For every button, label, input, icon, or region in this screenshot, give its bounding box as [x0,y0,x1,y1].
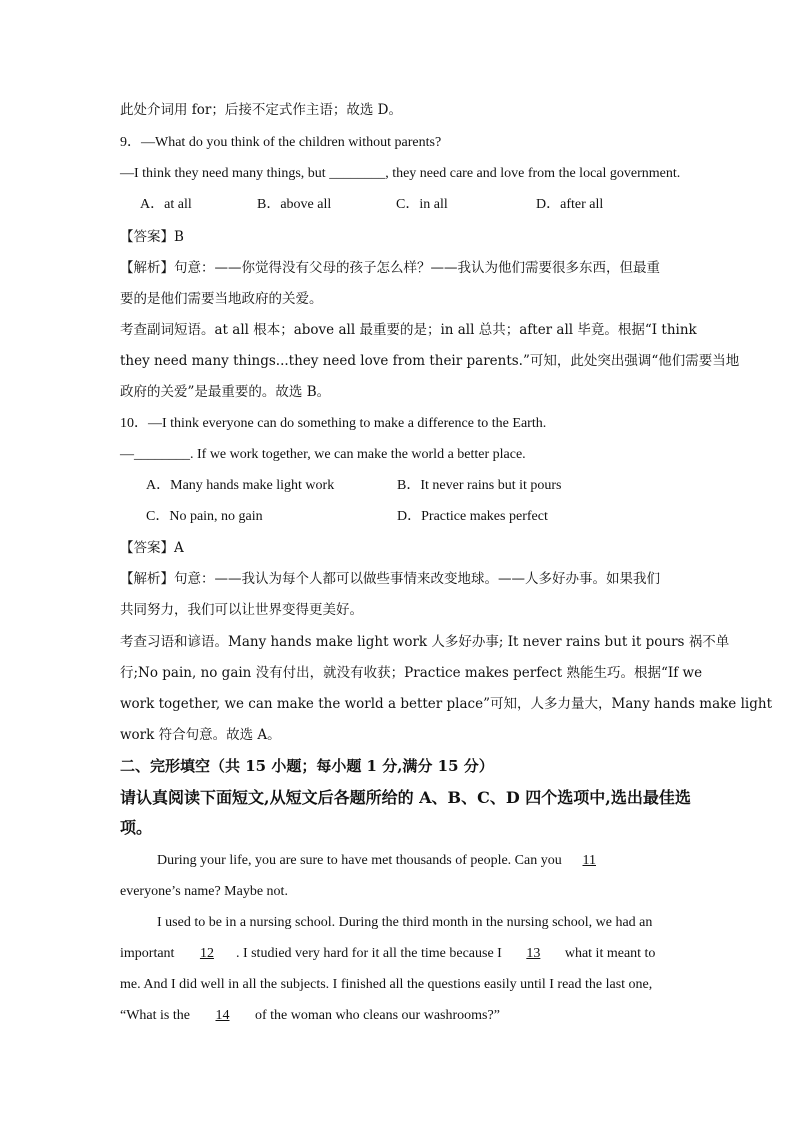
passage-p1-line-1: During your life, you are sure to have met thousands of people. Can you 11 [157,851,613,871]
passage-p2-line-4: “What is the 14 of the woman who cleans our washrooms?” [120,1006,500,1026]
q10-answer: 【答案】A [120,540,184,556]
q9-analysis-line-1: 【解析】句意：——你觉得没有父母的孩子怎么样？——我认为他们需要很多东西，但最重 [120,260,660,276]
blank-14: 14 [215,1008,230,1023]
q10-analysis-line-3: 考查习语和谚语。Many hands make light work 人多好办事; It never rains but it pours 祸不单 [120,634,730,650]
q9-response [120,164,680,184]
q9-analysis-line-2: 要的是他们需要当地政府的关爱。 [120,291,323,307]
q9-analysis-line-3: 考查副词短语。at all 根本；above all 最重要的是；in all 总共；after all 毕竟。根据“I think [120,322,697,338]
q10-response [120,445,526,465]
q10-blank: ________ [134,447,190,462]
q10-option-d: D．Practice makes perfect [397,509,548,524]
q9-response-post: , they need care and love from the local government. [385,166,681,181]
q10-option-c: C．No pain, no gain [146,509,263,524]
q8-tail-text: 此处介词用 for；后接不定式作主语；故选 D。 [120,102,402,118]
q10-number: 10． [120,416,148,431]
q9-option-c: C．in all [396,197,448,212]
q9-option-b: B．above all [257,197,332,212]
q9-number: 9． [120,135,141,150]
section-heading: 二、完形填空（共 15 小题；每小题 1 分,满分 15 分） [120,757,494,775]
passage-p1-line-2: everyone’s name? Maybe not. [120,884,288,899]
q10-prompt-text: —I think everyone can do something to make a difference to the Earth. [148,416,547,431]
passage-p2-line-3: me. And I did well in all the subjects. I finished all the questions easily until I read the last one, [120,977,653,992]
q9-option-d: D．after all [536,197,604,212]
q10-analysis-line-2: 共同努力，我们可以让世界变得更美好。 [120,602,363,618]
q10-analysis-line-6: work 符合句意。故选 A。 [120,727,281,743]
q10-response-pre: — [120,447,134,462]
q9-response-pre: —I think they need many things, but [120,166,326,181]
q9-blank: ________ [329,166,386,181]
blank-13: 13 [526,946,541,961]
q10-prompt [120,414,546,434]
q9-prompt [120,133,441,153]
q9-answer: 【答案】B [120,229,184,245]
q10-option-b: B．It never rains but it pours [397,478,562,493]
passage-p2-line-2: important 12 . I studied very hard for it all the time because I 13 what it meant to [120,944,655,964]
q10-response-post: . If we work together, we can make the world a better place. [190,447,526,462]
section-instruction-line-2: 项。 [120,818,153,837]
q9-prompt-text: —What do you think of the children without parents? [141,135,442,150]
q9-analysis-line-4: they need many things...they need love from their parents.”可知，此处突出强调“他们需要当地 [120,353,740,369]
q9-analysis-line-5: 政府的关爱”是最重要的。故选 B。 [120,384,331,400]
q10-analysis-line-4: 行;No pain, no gain 没有付出，就没有收获；Practice makes perfect 熟能生巧。根据“If we [120,665,703,681]
q10-analysis-line-5: work together, we can make the world a better place”可知，人多力量大，Many hands make light [120,696,772,712]
blank-12: 12 [199,946,214,961]
q10-analysis-line-1: 【解析】句意：——我认为每个人都可以做些事情来改变地球。——人多好办事。如果我们 [120,571,660,587]
q10-option-a: A．Many hands make light work [146,478,335,493]
section-instruction-line-1: 请认真阅读下面短文,从短文后各题所给的 A、B、C、D 四个选项中,选出最佳选 [120,788,691,807]
q9-option-a: A．at all [140,197,192,212]
blank-11: 11 [582,853,596,868]
passage-p2-line-1: I used to be in a nursing school. During the third month in the nursing school, we had an [157,915,653,930]
